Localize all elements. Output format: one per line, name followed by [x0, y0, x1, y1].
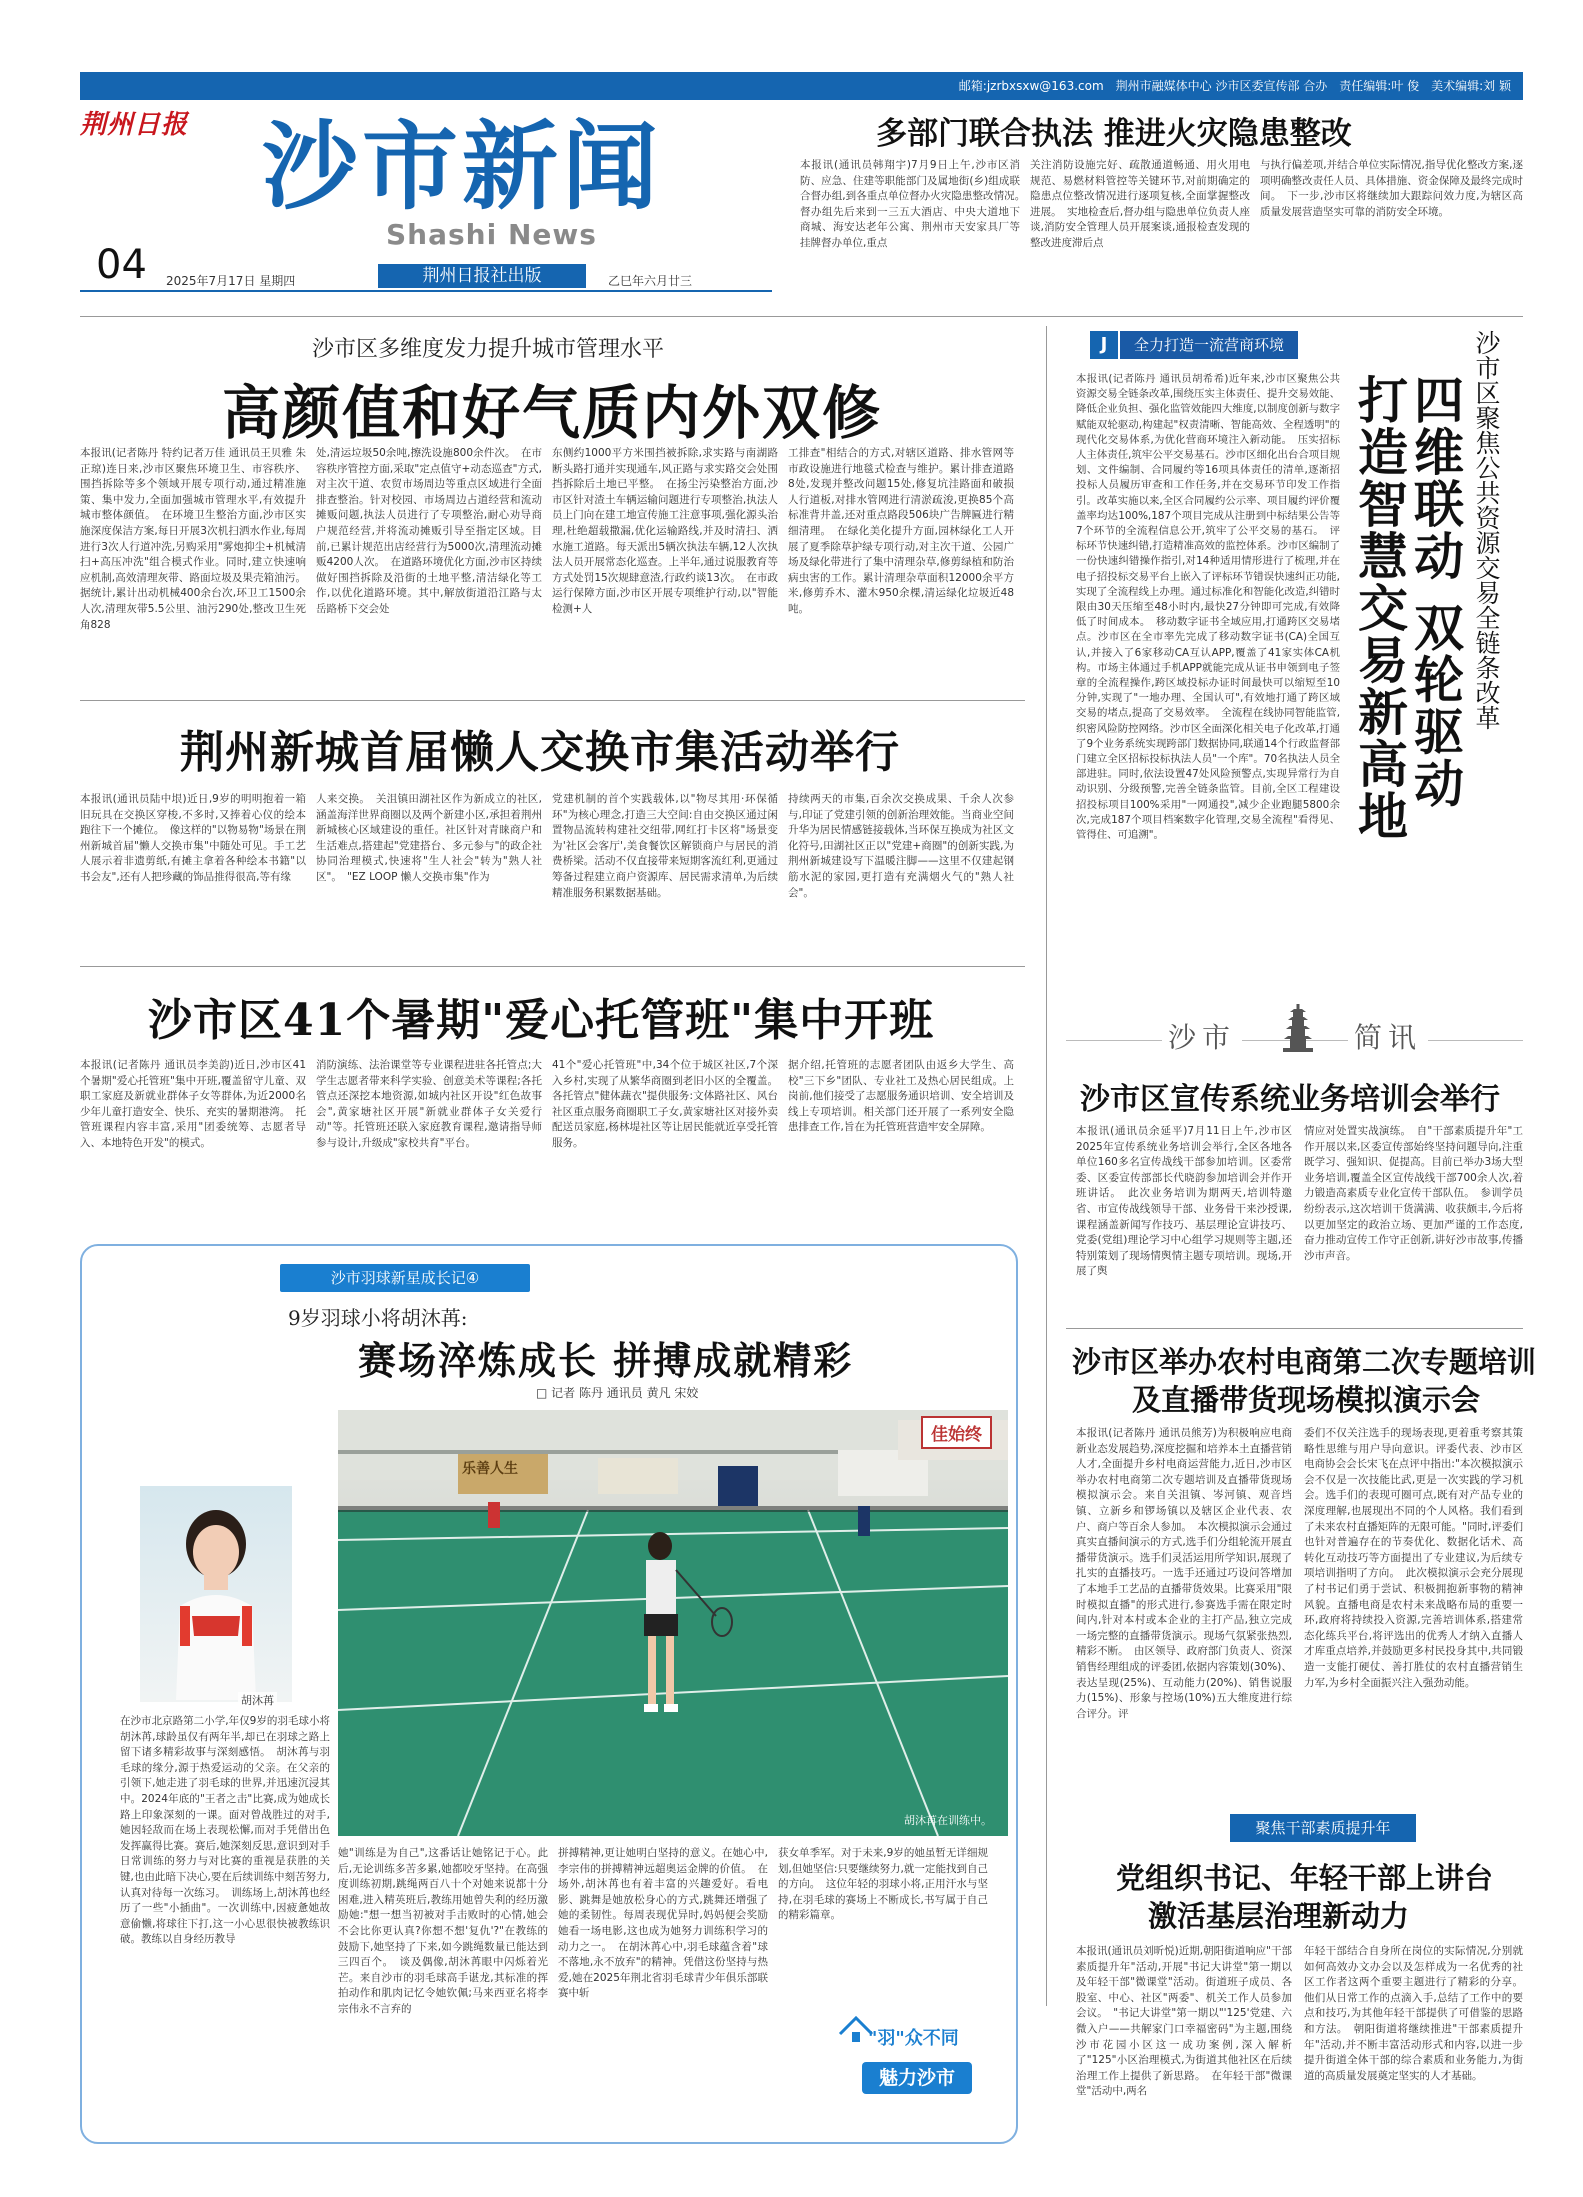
party-col-1: 本报讯(通讯员刘昕悦)近期,朝阳街道响应"干部素质提升年"活动,开展"书记大讲堂"第一期以及年轻干部"微课堂"活动。街道班子成员、各股室、中心、社区"两委"、机关工作人员参加会议。 "书记大讲堂"第一期以"'125'党建、六微入户——共解家门口幸福密码"为主题,围绕沙市花园小区这一成功案例,深入解析了"125"小区治理模式,为街道其他社区在后续治理工作上提供了新思路。 在年轻干部"微课堂"活动中,两名 [1076, 1945, 1292, 2098]
newspaper-logo: 荆州日报 [80, 110, 189, 140]
theme-tag-label: 全力打造一流营商环境 [1120, 331, 1298, 359]
portrait-caption: 胡沐苒 [238, 1692, 277, 1708]
divider [1066, 1328, 1523, 1329]
fire-headline: 多部门联合执法 推进火灾隐患整改 [876, 116, 1352, 152]
badminton-tag: 沙市羽球新星成长记④ [280, 1264, 530, 1292]
publisher-badge: 荆州日报社出版 [378, 264, 586, 288]
masthead-underline [80, 290, 772, 292]
photo-caption: 胡沐苒在训练中。 [904, 1814, 992, 1827]
column-divider [1046, 326, 1047, 2006]
ecom-headline-2: 及直播带货现场模拟演示会 [1132, 1383, 1481, 1417]
series-logo [822, 2014, 982, 2110]
lunar-date: 乙巳年六月廿三 [608, 274, 693, 288]
portrait-photo [140, 1486, 292, 1702]
page-number: 04 [96, 242, 147, 288]
badminton-col-3: 拼搏精神,更让她明白坚持的意义。在她心中,李宗伟的拼搏精神远超奥运金牌的价值。 在场外,胡沐苒也有着丰富的兴趣爱好。看电影、跳舞是她放松身心的方式,跳舞还增强了她的柔韧性。每周表现优异时,妈妈便会奖励她看一场电影,这也成为她努力训练积学习的动力之一。 在胡沐苒心中,羽毛球蕴含着"球不落地,永不放弃"的精神。凭借这份坚持与热爱,她在2025年荆北省羽毛球青少年俱乐部联赛中斩 [558, 1847, 768, 2000]
care-headline: 沙市区41个暑期"爱心托管班"集中开班 [148, 995, 935, 1046]
fire-col-3: 与执行偏差项,并结合单位实际情况,指导优化整改方案,逐项明确整改责任人员、具体措施、资金保障及最终完成时间。 下一步,沙市区将继续加大跟踪问效力度,为辖区高质量发展营造坚实可靠的消防安全环境。 [1260, 159, 1523, 218]
divider [80, 700, 1025, 701]
badminton-kicker: 9岁羽球小将胡沐苒: [288, 1306, 468, 1330]
badminton-byline: □ 记者 陈丹 通讯员 黄凡 宋姣 [536, 1386, 699, 1400]
party-tag: 聚焦干部素质提升年 [1230, 1814, 1416, 1842]
city-col-1: 本报讯(记者陈丹 特约记者万佳 通讯员王贝雅 朱正琼)连日来,沙市区聚焦环境卫生、市容秩序、围挡拆除等多个领域开展专项行动,通过精准施策、集中发力,全面加强城市管理水平,有效提升城市整体颜值。 在环境卫生整治方面,沙市区实施深度保洁方案,每日开展3次机扫洒水作业,每周进行3次人行道冲洗,另购采用"雾炮抑尘+机械清扫+高压冲洗"组合模式作业。同时,建立快速响应机制,高效清理灰带、路面垃圾及果壳箱油污。据统计,累计出动机械400余台次,环卫工1500余人次,清理灰带5.5公里、油污290处,整改卫生死角828 [80, 447, 306, 631]
training-col-1: 本报讯(通讯员余延平)7月11日上午,沙市区2025年宣传系统业务培训会举行,全区各地各单位160多名宣传战线干部参加培训。区委常委、区委宣传部部长代晓韵参加培训会并作开班讲话。 此次业务培训为期两天,培训特邀省、市宣传战线领导干部、业务骨干来沙授课,课程涵盖新闻写作技巧、基层理论宣讲技巧、党委(党组)理论学习中心组学习规则等主题,还特别策划了现场情舆情主题专项培训。现场,开展了舆 [1076, 1125, 1292, 1278]
pagoda-icon [1278, 1004, 1318, 1054]
care-col-3: 41个"爱心托管班"中,34个位于城区社区,7个深入乡村,实现了从繁华商圈到老旧小区的全覆盖。各托管点"健体蔬衣"提供服务:文体路社区、风台社区重点服务商圈职工子女,黄家塘社区对接外卖配送员家庭,杨林堤社区等让居民能就近享受托管服务。 [552, 1059, 778, 1149]
training-photo [338, 1410, 1008, 1836]
city-headline: 高颜值和好气质内外双修 [222, 379, 883, 447]
market-col-4: 持续两天的市集,百余次交换成果、千余人次参与,印证了党建引领的创新治理效能。当商业空间升华为居民情感链接载体,当环保互换成为社区文化符号,田湖社区正以"党建+商圈"的创新实践,为荆州新城建设写下温暖注脚——这里不仅建起钢筋水泥的家园,更打造有充满烟火气的"熟人社会"。 [788, 793, 1014, 899]
brief-right: 简讯 [1348, 1016, 1428, 1056]
care-col-2: 消防演练、法治课堂等专业课程进驻各托管点;大学生志愿者带来科学实验、创意美术等课程;各托管点还深挖本地资源,如城内社区开设"红色故事会",黄家塘社区开展"新就业群体子女关爱行动"等。托管班还联入家庭教育课程,邀请指导师参与设计,升级成"家校共育"平台。 [316, 1059, 542, 1149]
market-headline: 荆州新城首届懒人交换市集活动举行 [180, 727, 900, 778]
brief-header [1066, 1004, 1523, 1062]
market-col-3: 党建机制的首个实践载体,以"物尽其用·环保循环"为核心理念,打造三大空间:自由交换区通过闲置物品流转构建社交纽带,网红打卡区将"场景变为'社区会客厅',美食餐饮区解锁商户与居民的消费桥梁。活动不仅直接带来短期客流红利,更通过筹备过程建立商户资源库、居民需求清单,为后续精准服务积累数据基础。 [552, 793, 778, 899]
ecom-col-2: 委们不仅关注选手的现场表现,更着重考察其策略性思维与用户导向意识。评委代表、沙市区电商协会会长宋飞在点评中指出:"本次模拟演示会不仅是一次技能比武,更是一次实践的学习机会。选手们的表现可圈可点,既有对产品专业的深度理解,也展现出不同的个人风格。我们看到了未来农村直播矩阵的无限可能。"同时,评委们也针对普遍存在的节奏优化、数据化话术、高转化互动技巧等方面提出了专业建议,为后续专项培训指明了方向。 此次模拟演示会充分展现了村书记们勇于尝试、积极拥抱新事物的精神风貌。直播电商是农村未来战略布局的重要一环,政府将持续投入资源,完善培训体系,搭建常态化练兵平台,将评选出的优秀人才纳入直播人才库重点培养,并鼓励更多村民投身其中,共同锻造一支能打硬仗、善打胜仗的农村直播营销生力军,为乡村全面振兴注入强劲动能。 [1304, 1427, 1523, 1689]
photo-wall-sign: 乐善人生 [462, 1461, 518, 1477]
ecom-col-1: 本报讯(记者陈丹 通讯员熊芳)为积极响应电商新业态发展趋势,深度挖掘和培养本土直播营销人才,全面提升乡村电商运营能力,近日,沙市区举办农村电商第二次专题培训及直播带货现场模拟演示会。来自关沮镇、岑河镇、观音垱镇、立新乡和锣场镇以及辖区企业代表、农户、商户等百余人参加。 本次模拟演示会通过真实直播间演示的方式,选手们分组轮流开展直播带货演示。选手们灵活运用所学知识,展现了扎实的直播技巧。一选手还通过巧设问答增加了本地手工艺品的直播带货效果。比赛采用"限时模拟直播"的形式进行,参赛选手需在限定时间内,针对本村或本企业的主打产品,独立完成一场完整的直播带货演示。现场气氛紧张热烈,精彩不断。 由区领导、政府部门负责人、资深销售经理组成的评委团,依据内容策划(30%)、表达呈现(25%)、互动能力(20%)、销售说服力(15%)、形象与控场(10%)五大维度进行综合评分。评 [1076, 1427, 1292, 1720]
market-col-2: 人来交换。 关沮镇田湖社区作为新成立的社区,涵盖海洋世界商圈以及两个新建小区,承担着荆州新城核心区域建设的重任。社区针对青睐商户和生活难点,搭建起"党建搭台、多元参与"的政企社协同治理模式,快速将"生人社会"转为"熟人社区"。 "EZ LOOP 懒人交换市集"作为 [316, 793, 542, 883]
fire-col-2: 关注消防设施完好、疏散通道畅通、用火用电规范、易燃材料管控等关键环节,对前期确定的隐患点位整改情况进行逐项复核,全面掌握整改进展。 实地检查后,督办组与隐患单位负责人座谈,消防安全管理人员开展案谈,通报检查发现的整改进度滞后点 [1030, 159, 1250, 249]
badminton-col-4: 获女单季军。对于未来,9岁的她虽暂无详细规划,但她坚信:只要继续努力,就一定能找到自己的方向。 这位年轻的羽球小将,正用汗水与坚持,在羽毛球的赛场上不断成长,书写属于自己的精彩篇章。 [778, 1847, 988, 1922]
resource-headline-1: 四维联动 双轮驱动 [1406, 374, 1465, 810]
party-col-2: 年轻干部结合自身所在岗位的实际情况,分别就如何高效办文办会以及怎样成为一名优秀的社区工作者这两个重要主题进行了精彩的分享。他们从日常工作的点滴入手,总结了工作中的要点和技巧,为其他年轻干部提供了可借鉴的思路和方法。 朝阳街道将继续推进"干部素质提升年"活动,并不断丰富活动形式和内容,以进一步提升街道全体干部的综合素质和业务能力,为街道的高质量发展奠定坚实的人才基础。 [1304, 1945, 1523, 2082]
care-col-1: 本报讯(记者陈丹 通讯员李美韵)近日,沙市区41个暑期"爱心托管班"集中开班,覆盖留守儿童、双职工家庭及新就业群体子女等群体,为近2000名少年儿童打造安全、快乐、充实的暑期港湾。 托管班课程内容丰富,采用"团委统筹、志愿者导入、本地特色开发"的模式。 [80, 1059, 306, 1149]
section-title: 沙市新闻 [262, 110, 662, 223]
city-col-2: 处,清运垃圾50余吨,擦洗设施800余件次。 在市容秩序管控方面,采取"定点值守+动态巡查"方式,对主次干道、农贸市场周边等重点区域进行全面排查整治。针对校园、市场周边占道经营和流动摊贩问题,执法人员进行了专项整治,耐心劝导商户规范经营,并将流动摊贩引导至指定区域。目前,已累计规范出店经营行为5000次,清理流动摊贩4200人次。 在道路环境优化方面,沙市区持续做好围挡拆除及沿街的土地平整,清洁绿化等工作,以优化道路环境。其中,解放街道沿江路与太岳路桥下交会处 [316, 447, 542, 615]
badminton-col-2: 她"训练是为自己",这番话让她铭记于心。此后,无论训练多苦多累,她都咬牙坚持。在高强度训练初期,跳绳两百八十个对她来说都十分困难,进入精英班后,教练用她曾失利的经历激励她:"想一想当初被对手击败时的心情,她会不会比你更认真?你想不想'复仇'?"在教练的鼓励下,她坚持了下来,如今跳绳数量已能达到三四百个。 谈及偶像,胡沐苒眼中闪烁着光芒。来自沙市的羽毛球高手谌龙,其标准的挥拍动作和肌肉记忆令她钦佩;马来西亚名将李宗伟永不言弃的 [338, 1847, 548, 2015]
training-col-2: 情应对处置实战演练。 自"干部素质提升年"工作开展以来,区委宣传部始终坚持问题导向,注重既学习、强知识、促提高。目前已举办3场大型业务培训,覆盖全区宣传战线干部700余人次,着力锻造高素质专业化宣传干部队伍。 参训学员纷纷表示,这次培训干货满满、收获颇丰,今后将以更加坚定的政治立场、更加严谨的工作态度,奋力推动宣传工作守正创新,讲好沙市故事,传播沙市声音。 [1304, 1125, 1523, 1262]
resource-kicker: 沙市区聚焦公共资源交易全链条改革 [1472, 330, 1501, 730]
divider [80, 316, 1523, 317]
city-col-4: 工排查"相结合的方式,对辖区道路、排水管网等市政设施进行地毯式检查与维护。累计排查道路8处,发现并整改问题15处,修复坑洼路面和破损人行道板,对排水管网进行清淤疏浚,更换85个高标准背井盖,还对重点路段506块广告牌匾进行精细清理。 在绿化美化提升方面,园林绿化工人开展了夏季除草护绿专项行动,对主次干道、公园广场及绿化带进行了集中清理杂草,修剪绿植和防治病虫害的工作。累计清理杂草面积12000余平方米,修剪乔木、灌木950余棵,清运绿化垃圾近48吨。 [788, 447, 1014, 615]
badminton-headline: 赛场淬炼成长 拼搏成就精彩 [358, 1338, 854, 1383]
theme-tag [1090, 330, 1298, 360]
market-col-1: 本报讯(通讯员陆中垠)近日,9岁的明明抱着一箱旧玩具在交换区穿梭,不多时,又捧着心仪的绘本跑往下一个摊位。 像这样的"以物易物"场景在荆州新城首届"懒人交换市集"中随处可见。手工艺人展示着非遗剪纸,有摊主拿着各种绘本书籍"以书会友",还有人把珍藏的饰品推得很高,等有缘 [80, 793, 306, 883]
top-info-bar: 邮箱:jzrbxsxw@163.com 荆州市融媒体中心 沙市区委宣传部 合办 责任编辑:叶 俊 美术编辑:刘 颖 [80, 72, 1523, 100]
section-subtitle: Shashi News [386, 218, 597, 251]
brief-left: 沙市 [1162, 1016, 1242, 1056]
resource-body: 本报讯(记者陈丹 通讯员胡希希)近年来,沙市区聚焦公共资源交易全链条改革,围绕压实主体责任、提升交易效能、降低企业负担、强化监管效能四大维度,以制度创新与数字赋能双轮驱动,构建起"权责清晰、智能高效、全程透明"的现代化交易体系,为优化营商环境注入新动能。 压实招标人主体责任,筑牢公平交易基石。沙市区细化出台合项目规划、文件编制、合同履约等16项具体责任的清单,逐渐招投标人员履历审查和工作任务,并在交易环节印发工作指引。改革实施以来,全区合同履约公示率、项目履约评价覆盖率均达100%,187个项目完成从注册到中标结果公告等7个环节的全流程信息公开,筑牢了公平交易的基石。 评标环节快速纠错,打造精准高效的监控体系。沙市区编制了一份快速纠错操作指引,对14种适用情形进行了梳理,并在电子招投标交易平台上嵌入了评标环节错误快速纠正功能,实现了全流程线上办理。通过标准化和智能化改造,纠错时限由30天压缩至48小时内,最快27分钟即可完成,有效降低了时间成本。 移动数字证书全域应用,打通跨区交易堵点。沙市区在全市率先完成了移动数字证书(CA)全国互认,并接入了6家移动CA互认APP,覆盖了41家实体CA机构。市场主体通过手机APP就能完成从证书申领到电子签章的全流程操作,跨区域投标办证时间最快可以缩短至10分钟,实现了"一地办理、全国认可",有效地打通了跨区域交易的堵点,提高了交易效率。 全流程在线协同智能监管,织密风险防控网络。沙市区全面深化相关电子化改革,打通了9个业务系统实现跨部门数据协同,联通14个行政监督部门建立全区招标投标执法人员"一个库"。70名执法人员全部进驻。同时,依法设置47处风险预警点,实现异常行为自动识别、分级预警,完善全链条监管。目前,全区工程建设招投标项目100%采用"一网通投",减少企业跑腿5800余次,完成187个项目档案数字化管理,交易全流程"看得见、管得住、可追溯"。 [1076, 373, 1340, 842]
theme-tag-icon: J [1090, 331, 1118, 359]
divider [80, 966, 1025, 967]
badminton-col-1: 在沙市北京路第二小学,年仅9岁的羽毛球小将胡沐苒,球龄虽仅有两年半,却已在羽球之路上留下诸多精彩故事与深刻感悟。 胡沐苒与羽毛球的缘分,源于热爱运动的父亲。在父亲的引领下,她走进了羽毛球的世界,并迅速沉浸其中。2024年底的"王者之击"比赛,成为她成长路上印象深刻的一课。面对曾战胜过的对手,她因轻敌而在场上表现松懈,而对手凭借出色发挥赢得比赛。赛后,她深刻反思,意识到对手日常训练的努力与对比赛的重视是获胜的关键,也由此暗下决心,要在后续训练中刻苦努力,认真对待每一次练习。 训练场上,胡沐苒也经历了一些"小插曲"。一次训练中,因疲惫她故意偷懒,将球往下打,这一小心思很快被教练识破。教练以自身经历教导 [120, 1715, 330, 1946]
fire-col-1: 本报讯(通讯员韩翔宇)7月9日上午,沙市区消防、应急、住建等职能部门及属地街(乡)组成联合督办组,到各重点单位督办火灾隐患整改情况。 督办组先后来到一三五大酒店、中央大道地下商城、海安达老年公寓、荆州市天安家具厂等挂牌督办单位,重点 [800, 159, 1031, 249]
series-logo-line2: 魅力沙市 [862, 2062, 972, 2094]
resource-body-wide [1076, 980, 1523, 983]
issue-date: 2025年7月17日 星期四 [166, 274, 296, 288]
care-col-4: 据介绍,托管班的志愿者团队由返乡大学生、高校"三下乡"团队、专业社工及热心居民组成。上岗前,他们接受了志愿服务通识培训、安全培训及线上专项培训。相关部门还开展了一系列安全隐患排查工作,旨在为托管班营造牢安全屏障。 [788, 1059, 1014, 1134]
resource-headline-2: 打造智慧交易新高地 [1350, 374, 1409, 842]
city-kicker: 沙市区多维度发力提升城市管理水平 [312, 337, 665, 362]
series-logo-line1: "羽"众不同 [868, 2028, 959, 2049]
city-col-3: 东侧约1000平方米围挡被拆除,求实路与南湖路断头路打通并实现通车,风正路与求实路交会处围挡拆除后土地已平整。 在扬尘污染整治方面,沙市区针对渣土车辆运输问题进行专项整治,执法人员上门向在建工地宣传施工注意事项,强化源头治理,杜绝超载撒漏,优化运输路线,并及时清扫、洒水施工道路。每天派出5辆次执法车辆,12人次执法人员开展常态化巡查。上半年,通过说服教育等方式处罚15次规肆意渣,行政约谈13次。 在市政运行保障方面,沙市区开展专项维护行动,以"智能检测+人 [552, 447, 778, 615]
ecom-headline-1: 沙市区举办农村电商第二次专题培训 [1072, 1345, 1537, 1379]
photo-banner: 佳始终 [921, 1416, 992, 1449]
party-headline-2: 激活基层治理新动力 [1148, 1899, 1410, 1933]
party-headline-1: 党组织书记、年轻干部上讲台 [1116, 1861, 1494, 1895]
training-headline: 沙市区宣传系统业务培训会举行 [1080, 1082, 1500, 1117]
